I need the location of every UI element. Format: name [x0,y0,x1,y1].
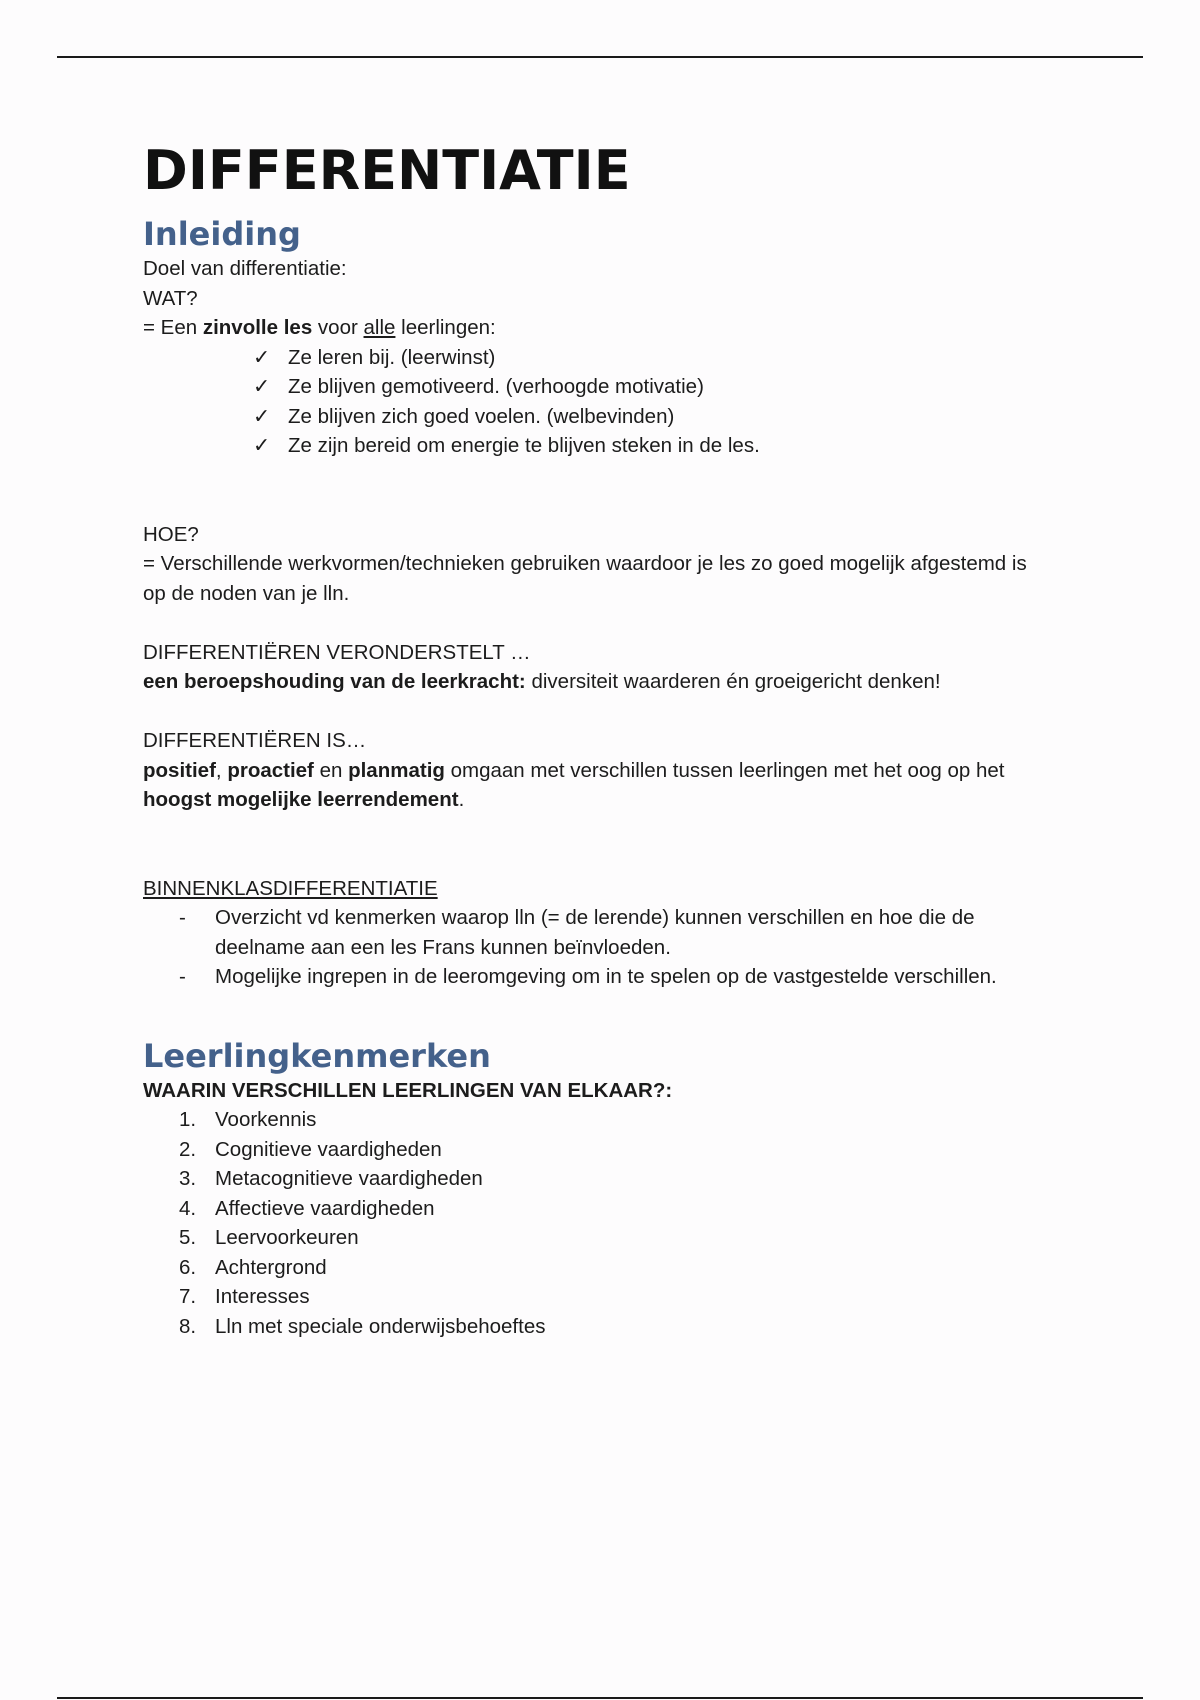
page-bottom-rule [57,1697,1143,1699]
check-text: Ze blijven zich goed voelen. (welbevinden) [288,404,675,428]
list-item [179,1223,1043,1253]
check-text: Ze blijven gemotiveerd. (verhoogde motivatie) [288,375,704,398]
is-line [143,756,1043,815]
list-text: Metacognitieve vaardigheden [215,1167,483,1190]
list-text: Achtergrond [215,1255,327,1279]
list-text: Leervoorkeuren [215,1226,359,1249]
veronderstelt-line [143,667,1043,697]
checkmark-icon: ✓ [253,434,271,457]
list-number: 1. [179,1108,197,1131]
checklist [143,343,1043,461]
spacer [143,992,1043,1036]
list-text: Cognitieve vaardigheden [215,1137,442,1161]
wat-line [143,313,1043,343]
wat-suffix: leerlingen: [395,316,496,339]
document-title: DIFFERENTIATIE [143,139,631,202]
is-text-2: en [313,758,349,782]
is-label: DIFFERENTIËREN IS… [143,729,367,752]
list-number: 2. [179,1137,197,1161]
list-item [179,1105,1043,1135]
list-item [179,962,1043,992]
checkmark-icon: ✓ [253,404,271,428]
checkmark-icon: ✓ [253,345,271,369]
binnenklas-label: BINNENKLASDIFFERENTIATIE [143,876,438,900]
binnenklas-text: Overzicht vd kenmerken waarop lln (= de lerende) kunnen verschillen en hoe die de deelname aan een les Frans kunnen beïnvloeden. [215,906,975,959]
document-body [143,138,1043,1341]
veronderstelt-rest: diversiteit waarderen én groeigericht denken! [525,670,941,693]
list-text: Affectieve vaardigheden [215,1196,435,1220]
list-item [179,1312,1043,1342]
wat-bold: zinvolle les [202,316,313,339]
binnenklas-list [143,903,1043,992]
wat-prefix: = Een [143,316,203,339]
check-text: Ze zijn bereid om energie te blijven steken in de les. [288,434,760,457]
veronderstelt-label: DIFFERENTIËREN VERONDERSTELT … [143,640,531,664]
wat-underline: alle [363,316,396,339]
list-text: Voorkennis [215,1108,317,1131]
list-item [179,1194,1043,1224]
is-text-1: , [215,758,228,782]
list-item [179,1135,1043,1165]
is-bold-3: planmatig [348,758,445,782]
dash-bullet: - [179,965,186,988]
heading-leerlingkenmerken: Leerlingkenmerken [143,1036,491,1075]
list-number: 7. [179,1285,197,1308]
list-text: Interesses [215,1285,310,1308]
binnenklas-text: Mogelijke ingrepen in de leeromgeving om in te spelen op de vastgestelde verschillen. [215,965,997,988]
spacer [143,815,1043,874]
kenmerken-question [143,1076,1043,1106]
list-number: 6. [179,1255,197,1279]
list-item [179,1253,1043,1283]
hoe-label: HOE? [143,522,199,546]
list-item [253,343,1043,373]
kenmerken-list [143,1105,1043,1341]
spacer [143,608,1043,638]
doel-line: Doel van differentiatie: [143,257,347,280]
check-text: Ze leren bij. (leerwinst) [288,345,496,369]
is-bold-2: proactief [227,758,314,782]
kenmerken-question-bold: WAARIN VERSCHILLEN LEERLINGEN VAN ELKAAR?: [143,1078,673,1102]
list-number: 3. [179,1167,197,1190]
wat-mid: voor [312,316,364,339]
is-text-4: . [458,788,465,811]
list-number: 8. [179,1314,197,1338]
list-item [253,372,1043,402]
hoe-text: = Verschillende werkvormen/technieken gebruiken waardoor je les zo goed mogelijk afgestemd is op de noden van je lln. [143,552,1033,605]
heading-inleiding: Inleiding [143,215,301,253]
is-bold-1: positief [143,758,216,782]
list-text: Lln met speciale onderwijsbehoeftes [215,1314,546,1338]
veronderstelt-bold: een beroepshouding van de leerkracht: [143,670,526,693]
list-item [179,1164,1043,1194]
checkmark-icon: ✓ [253,375,271,398]
list-number: 4. [179,1196,197,1220]
list-item [253,431,1043,461]
is-bold-4: hoogst mogelijke leerrendement [143,788,459,811]
dash-bullet: - [179,906,186,929]
list-number: 5. [179,1226,197,1249]
spacer [143,697,1043,727]
wat-label: WAT? [143,286,198,310]
list-item [253,402,1043,432]
page-top-rule [57,56,1143,58]
list-item [179,1282,1043,1312]
spacer [143,461,1043,520]
list-item [179,903,1043,962]
is-text-3: omgaan met verschillen tussen leerlingen met het oog op het [444,758,1011,782]
